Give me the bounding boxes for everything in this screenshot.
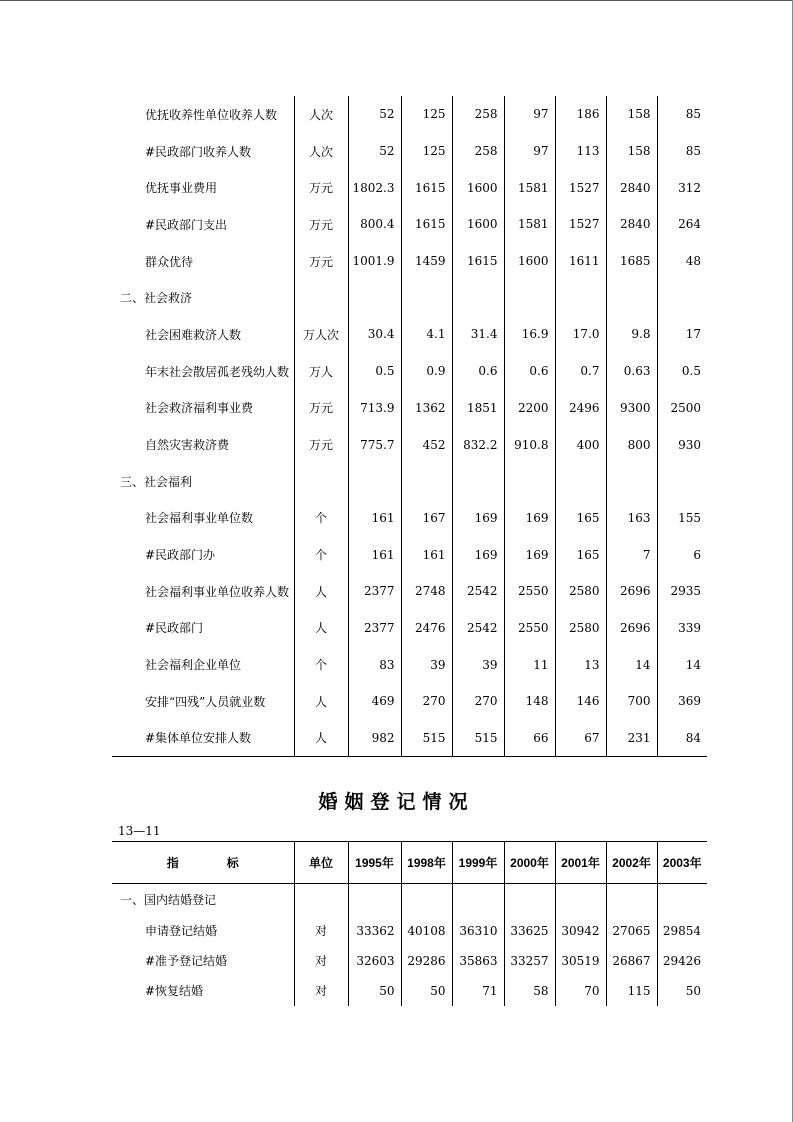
table-row	[112, 976, 707, 1006]
value-cell: 2550	[504, 610, 555, 647]
value-cell: 1685	[606, 243, 657, 280]
empty-cell	[555, 463, 606, 500]
value-cell: 169	[452, 536, 504, 573]
table-code: 13—11	[118, 824, 161, 838]
value-cell: 0.9	[401, 353, 452, 390]
value-cell: 2542	[452, 573, 504, 610]
value-cell: 83	[348, 646, 401, 683]
value-cell: 36310	[452, 916, 504, 946]
value-cell: 169	[452, 500, 504, 537]
value-cell: 258	[452, 133, 504, 170]
value-cell: 1615	[401, 206, 452, 243]
value-cell: 29286	[401, 946, 452, 976]
unit-cell: 人	[294, 720, 348, 757]
empty-cell	[452, 279, 504, 316]
table-row	[112, 96, 707, 133]
row-label: #集体单位安排人数	[145, 731, 252, 746]
header-year: 1998年	[401, 842, 452, 884]
value-cell: 2696	[606, 610, 657, 647]
table-row	[112, 353, 707, 390]
row-label: 优抚收养性单位收养人数	[145, 107, 278, 122]
value-cell: 1459	[401, 243, 452, 280]
row-label: 社会福利事业单位收养人数	[145, 584, 290, 599]
table-row	[112, 536, 707, 573]
value-cell: 113	[555, 133, 606, 170]
value-cell: 146	[555, 683, 606, 720]
value-cell: 775.7	[348, 426, 401, 463]
row-label: #准予登记结婚	[145, 954, 228, 968]
table-row	[112, 916, 707, 946]
table-row	[112, 169, 707, 206]
row-label: #民政部门支出	[145, 217, 228, 232]
value-cell: 158	[606, 96, 657, 133]
row-label: 安排“四残”人员就业数	[145, 694, 266, 709]
value-cell: 9.8	[606, 316, 657, 353]
value-cell: 2476	[401, 610, 452, 647]
value-cell: 32603	[348, 946, 401, 976]
row-label: 社会困难救济人数	[145, 327, 242, 342]
unit-cell: 万元	[294, 426, 348, 463]
value-cell: 48	[657, 243, 707, 280]
value-cell: 33625	[504, 916, 555, 946]
empty-cell	[401, 884, 452, 916]
section-row	[112, 279, 707, 316]
empty-cell	[401, 279, 452, 316]
value-cell: 155	[657, 500, 707, 537]
header-year: 1999年	[452, 842, 504, 884]
unit-cell: 万元	[294, 243, 348, 280]
empty-cell	[504, 279, 555, 316]
table-row	[112, 500, 707, 537]
empty-cell	[555, 884, 606, 916]
unit-cell: 万人次	[294, 316, 348, 353]
value-cell: 50	[348, 976, 401, 1006]
value-cell: 2496	[555, 390, 606, 427]
table-row	[112, 426, 707, 463]
value-cell: 30942	[555, 916, 606, 946]
value-cell: 1001.9	[348, 243, 401, 280]
value-cell: 85	[657, 133, 707, 170]
value-cell: 16.9	[504, 316, 555, 353]
value-cell: 2580	[555, 610, 606, 647]
header-indicator: 指 标	[112, 842, 294, 884]
value-cell: 2500	[657, 390, 707, 427]
value-cell: 1615	[452, 243, 504, 280]
value-cell: 910.8	[504, 426, 555, 463]
table-row	[112, 243, 707, 280]
value-cell: 2377	[348, 610, 401, 647]
table-row	[112, 610, 707, 647]
value-cell: 161	[348, 536, 401, 573]
row-label: #恢复结婚	[145, 984, 204, 998]
value-cell: 369	[657, 683, 707, 720]
row-label: #民政部门	[145, 621, 204, 636]
unit-cell: 万人	[294, 353, 348, 390]
unit-cell: 人	[294, 683, 348, 720]
unit-cell: 人	[294, 610, 348, 647]
value-cell: 1851	[452, 390, 504, 427]
value-cell: 158	[606, 133, 657, 170]
unit-cell: 人	[294, 573, 348, 610]
table-row	[112, 683, 707, 720]
unit-cell: 个	[294, 536, 348, 573]
value-cell: 39	[452, 646, 504, 683]
value-cell: 1600	[452, 206, 504, 243]
value-cell: 84	[657, 720, 707, 757]
table-row	[112, 646, 707, 683]
value-cell: 2748	[401, 573, 452, 610]
value-cell: 2200	[504, 390, 555, 427]
row-label: 社会福利事业单位数	[145, 511, 254, 526]
value-cell: 58	[504, 976, 555, 1006]
value-cell: 469	[348, 683, 401, 720]
table-row	[112, 206, 707, 243]
value-cell: 9300	[606, 390, 657, 427]
value-cell: 400	[555, 426, 606, 463]
value-cell: 515	[401, 720, 452, 757]
empty-cell	[294, 279, 348, 316]
unit-cell: 对	[294, 946, 348, 976]
value-cell: 270	[401, 683, 452, 720]
value-cell: 1611	[555, 243, 606, 280]
value-cell: 163	[606, 500, 657, 537]
table-row	[112, 573, 707, 610]
value-cell: 0.63	[606, 353, 657, 390]
value-cell: 1527	[555, 206, 606, 243]
section-row	[112, 463, 707, 500]
value-cell: 30519	[555, 946, 606, 976]
value-cell: 13	[555, 646, 606, 683]
table-row	[112, 390, 707, 427]
value-cell: 169	[504, 536, 555, 573]
value-cell: 1581	[504, 206, 555, 243]
value-cell: 231	[606, 720, 657, 757]
value-cell: 800.4	[348, 206, 401, 243]
section-label: 一、国内结婚登记	[120, 893, 217, 908]
value-cell: 17.0	[555, 316, 606, 353]
empty-cell	[348, 884, 401, 916]
unit-cell: 对	[294, 976, 348, 1006]
row-label: #民政部门办	[145, 548, 216, 563]
value-cell: 2840	[606, 169, 657, 206]
value-cell: 50	[401, 976, 452, 1006]
empty-cell	[294, 463, 348, 500]
empty-cell	[348, 279, 401, 316]
header-year: 1995年	[348, 842, 401, 884]
value-cell: 125	[401, 133, 452, 170]
value-cell: 832.2	[452, 426, 504, 463]
value-cell: 312	[657, 169, 707, 206]
value-cell: 31.4	[452, 316, 504, 353]
empty-cell	[555, 279, 606, 316]
value-cell: 2840	[606, 206, 657, 243]
header-year: 2000年	[504, 842, 555, 884]
value-cell: 0.6	[452, 353, 504, 390]
empty-cell	[452, 463, 504, 500]
empty-cell	[294, 884, 348, 916]
table-row	[112, 316, 707, 353]
value-cell: 4.1	[401, 316, 452, 353]
value-cell: 7	[606, 536, 657, 573]
value-cell: 6	[657, 536, 707, 573]
value-cell: 0.6	[504, 353, 555, 390]
value-cell: 264	[657, 206, 707, 243]
value-cell: 2696	[606, 573, 657, 610]
value-cell: 186	[555, 96, 606, 133]
unit-cell: 万元	[294, 206, 348, 243]
unit-cell: 对	[294, 916, 348, 946]
row-label: #民政部门收养人数	[145, 144, 252, 159]
value-cell: 11	[504, 646, 555, 683]
value-cell: 26867	[606, 946, 657, 976]
section-label: 三、社会福利	[120, 474, 193, 489]
value-cell: 2550	[504, 573, 555, 610]
header-year: 2001年	[555, 842, 606, 884]
value-cell: 125	[401, 96, 452, 133]
value-cell: 50	[657, 976, 707, 1006]
marriage-registration-table	[112, 841, 707, 1006]
value-cell: 2580	[555, 573, 606, 610]
value-cell: 70	[555, 976, 606, 1006]
value-cell: 1362	[401, 390, 452, 427]
section-row	[112, 884, 707, 916]
value-cell: 40108	[401, 916, 452, 946]
value-cell: 97	[504, 133, 555, 170]
value-cell: 982	[348, 720, 401, 757]
unit-cell: 人次	[294, 96, 348, 133]
value-cell: 14	[657, 646, 707, 683]
value-cell: 29426	[657, 946, 707, 976]
value-cell: 169	[504, 500, 555, 537]
value-cell: 930	[657, 426, 707, 463]
unit-cell: 万元	[294, 390, 348, 427]
value-cell: 161	[401, 536, 452, 573]
unit-cell: 人次	[294, 133, 348, 170]
empty-cell	[657, 463, 707, 500]
value-cell: 52	[348, 133, 401, 170]
value-cell: 29854	[657, 916, 707, 946]
page-top-border	[0, 0, 793, 1]
value-cell: 33362	[348, 916, 401, 946]
value-cell: 2377	[348, 573, 401, 610]
value-cell: 85	[657, 96, 707, 133]
value-cell: 17	[657, 316, 707, 353]
value-cell: 67	[555, 720, 606, 757]
empty-cell	[657, 279, 707, 316]
empty-cell	[657, 884, 707, 916]
value-cell: 0.7	[555, 353, 606, 390]
value-cell: 27065	[606, 916, 657, 946]
value-cell: 0.5	[348, 353, 401, 390]
header-year: 2003年	[657, 842, 707, 884]
table-row	[112, 946, 707, 976]
value-cell: 0.5	[657, 353, 707, 390]
value-cell: 800	[606, 426, 657, 463]
value-cell: 452	[401, 426, 452, 463]
row-label: 优抚事业费用	[145, 181, 218, 196]
value-cell: 1600	[452, 169, 504, 206]
value-cell: 39	[401, 646, 452, 683]
value-cell: 2542	[452, 610, 504, 647]
header-unit: 单位	[294, 842, 348, 884]
value-cell: 33257	[504, 946, 555, 976]
value-cell: 167	[401, 500, 452, 537]
value-cell: 148	[504, 683, 555, 720]
value-cell: 71	[452, 976, 504, 1006]
value-cell: 1615	[401, 169, 452, 206]
value-cell: 35863	[452, 946, 504, 976]
header-year: 2002年	[606, 842, 657, 884]
row-label: 社会救济福利事业费	[145, 401, 254, 416]
value-cell: 66	[504, 720, 555, 757]
empty-cell	[401, 463, 452, 500]
value-cell: 339	[657, 610, 707, 647]
value-cell: 1600	[504, 243, 555, 280]
social-welfare-table	[112, 96, 707, 757]
value-cell: 700	[606, 683, 657, 720]
empty-cell	[606, 463, 657, 500]
row-label: 群众优待	[145, 254, 194, 269]
value-cell: 258	[452, 96, 504, 133]
value-cell: 515	[452, 720, 504, 757]
value-cell: 713.9	[348, 390, 401, 427]
table-header-row	[112, 842, 707, 884]
empty-cell	[452, 884, 504, 916]
empty-cell	[348, 463, 401, 500]
value-cell: 1581	[504, 169, 555, 206]
unit-cell: 万元	[294, 169, 348, 206]
value-cell: 52	[348, 96, 401, 133]
section-label: 二、社会救济	[120, 291, 193, 306]
row-label: 自然灾害救济费	[145, 438, 230, 453]
unit-cell: 个	[294, 646, 348, 683]
value-cell: 115	[606, 976, 657, 1006]
table-row	[112, 133, 707, 170]
value-cell: 30.4	[348, 316, 401, 353]
value-cell: 165	[555, 500, 606, 537]
row-label: 社会福利企业单位	[145, 658, 242, 673]
empty-cell	[606, 279, 657, 316]
row-label: 年末社会散居孤老残幼人数	[145, 364, 290, 379]
empty-cell	[504, 884, 555, 916]
value-cell: 2935	[657, 573, 707, 610]
value-cell: 1527	[555, 169, 606, 206]
value-cell: 97	[504, 96, 555, 133]
section-title: 婚姻登记情况	[318, 791, 475, 813]
value-cell: 1802.3	[348, 169, 401, 206]
unit-cell: 个	[294, 500, 348, 537]
value-cell: 161	[348, 500, 401, 537]
empty-cell	[504, 463, 555, 500]
table-row	[112, 720, 707, 757]
value-cell: 14	[606, 646, 657, 683]
value-cell: 165	[555, 536, 606, 573]
empty-cell	[606, 884, 657, 916]
value-cell: 270	[452, 683, 504, 720]
row-label: 申请登记结婚	[145, 924, 218, 938]
